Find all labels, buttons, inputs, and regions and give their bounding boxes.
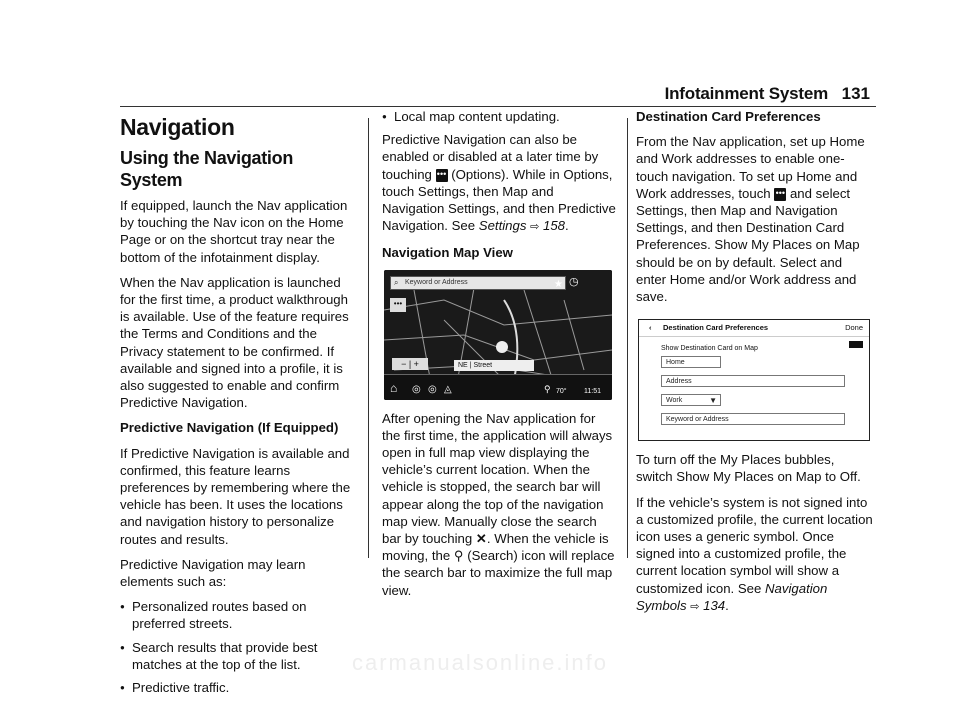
watermark: carmanualsonline.info (351, 650, 609, 675)
search-icon: ⚲ (453, 548, 464, 564)
paragraph: When the Nav application is launched for the first time, a product walkthrough is available. Use of the feature requires the Terms and Conditions and the Privacy statement to be confirmed. If available and signed into a profile, it is also suggested to enable and confirm Predictive Navigation. (120, 274, 349, 411)
paragraph: From the Nav application, set up Home and Work addresses to enable one-touch navigation. To set up Home and Work addresses, touch ••• and select Settings, then Map and Navigation Settings, and then Destination Card Preferences. Show My Places on Map should be on by default. Select and enter Home and/or Work address and save. (636, 134, 865, 305)
destination-card-screenshot (638, 319, 870, 441)
chapter-heading: Navigation (120, 114, 235, 140)
recent-clock-icon[interactable]: ◷ (569, 275, 579, 288)
done-button[interactable]: Done (845, 323, 863, 333)
bullet-list (382, 108, 617, 125)
favorite-star-icon[interactable]: ★ (554, 278, 563, 290)
temperature: 70° (556, 387, 567, 395)
list-item: ● Local map content updating. (382, 108, 617, 125)
options-icon[interactable]: ••• (390, 298, 406, 312)
home-field[interactable]: Home (661, 356, 721, 368)
back-chevron-icon[interactable]: ‹ (649, 323, 652, 333)
subheading: Navigation Map View (382, 245, 513, 261)
home-icon[interactable]: ⌂ (390, 380, 398, 395)
paragraph: To turn off the My Places bubbles, switch Show My Places on Map to Off. (636, 452, 861, 485)
work-field[interactable]: Work ▼ (661, 394, 721, 406)
address-field[interactable]: Address (661, 375, 845, 387)
paragraph: If the vehicle’s system is not signed into a customized profile, the current location icon uses a generic symbol. Once signed into a customized profile, the current location symbol will show a customized icon. See Navigation Symbols ⇨ 134. (636, 494, 873, 613)
nav-shortcut-icon[interactable]: ◬ (444, 383, 452, 395)
subheading: Predictive Navigation (If Equipped) (120, 420, 339, 436)
list-item: ● Search results that provide best matches at the top of the list. (120, 639, 356, 673)
column-divider-1 (368, 118, 369, 558)
paragraph: If equipped, launch the Nav application by touching the Nav icon on the Home Page or on the shortcut tray near the bottom of the infotainment display. (120, 198, 348, 265)
app-shortcut-icon[interactable]: ◎ (412, 383, 421, 395)
toggle-label: Show Destination Card on Map (661, 345, 758, 353)
location-pin-icon: ⚲ (544, 383, 551, 394)
page-ref-icon: ⇨ (530, 221, 540, 234)
paragraph: Predictive Navigation can also be enabled or disabled at a later time by touching ••• (Options). While in Options, touch Settings, then Map and Navigation Settings, and then Predictive Navigation. See Settings ⇨ 158. (382, 132, 616, 234)
cross-reference: Navigation Symbols (636, 580, 828, 613)
zoom-control[interactable]: − | + (392, 358, 428, 370)
page-ref-icon: ⇨ (690, 600, 700, 613)
search-bar[interactable]: ⌕ Keyword or Address (390, 276, 566, 290)
toggle-switch[interactable] (849, 341, 863, 348)
dropdown-arrow-icon: ▼ (709, 396, 717, 406)
column-divider-2 (627, 118, 628, 558)
options-icon: ••• (436, 169, 448, 182)
page-number: 131 (841, 84, 870, 103)
dcp-panel (638, 319, 870, 441)
close-x-icon: ✕ (475, 531, 487, 547)
column-2 (382, 108, 617, 607)
header-rule (120, 106, 876, 107)
options-icon: ••• (774, 188, 786, 201)
page-reference: 134 (703, 597, 726, 613)
dcp-title-bar: ‹ Destination Card Preferences Done (639, 320, 869, 337)
list-item: ● Personalized routes based on preferred streets. (120, 598, 356, 632)
subheading: Destination Card Preferences (636, 109, 821, 124)
section-heading: Using the Navigation System (120, 148, 294, 190)
paragraph: After opening the Nav application for the first time, the application will always open in full map view displaying the vehicle’s current location. When the vehicle is stopped, the search bar will appear along the top of the navigation map view. Manually close the search bar by touching ✕. When the vehicle is moving, the ⚲ (Search) icon will replace the search bar to maximize the full map view. (382, 410, 615, 598)
column-3 (636, 108, 874, 624)
bullet-list (120, 598, 356, 696)
search-icon: ⌕ (394, 277, 399, 287)
street-bar: NE | Street (454, 360, 534, 371)
paragraph: If Predictive Navigation is available and confirmed, this feature learns preferences by remembering where the vehicle has been. It uses the locations and navigation history to personalize routes and results. (120, 445, 351, 547)
paragraph: Predictive Navigation may learn elements such as: (120, 556, 306, 590)
section-title: Infotainment System (664, 84, 828, 103)
cross-reference: Settings (478, 218, 527, 234)
voice-icon[interactable]: ◎ (428, 383, 437, 395)
page-reference: 158 (543, 218, 566, 234)
keyword-field[interactable]: Keyword or Address (661, 413, 845, 425)
clock-time: 11:51 (584, 387, 601, 395)
navigation-map-screenshot (384, 270, 612, 400)
list-item: ● Predictive traffic. (120, 679, 356, 696)
column-1 (120, 108, 356, 702)
